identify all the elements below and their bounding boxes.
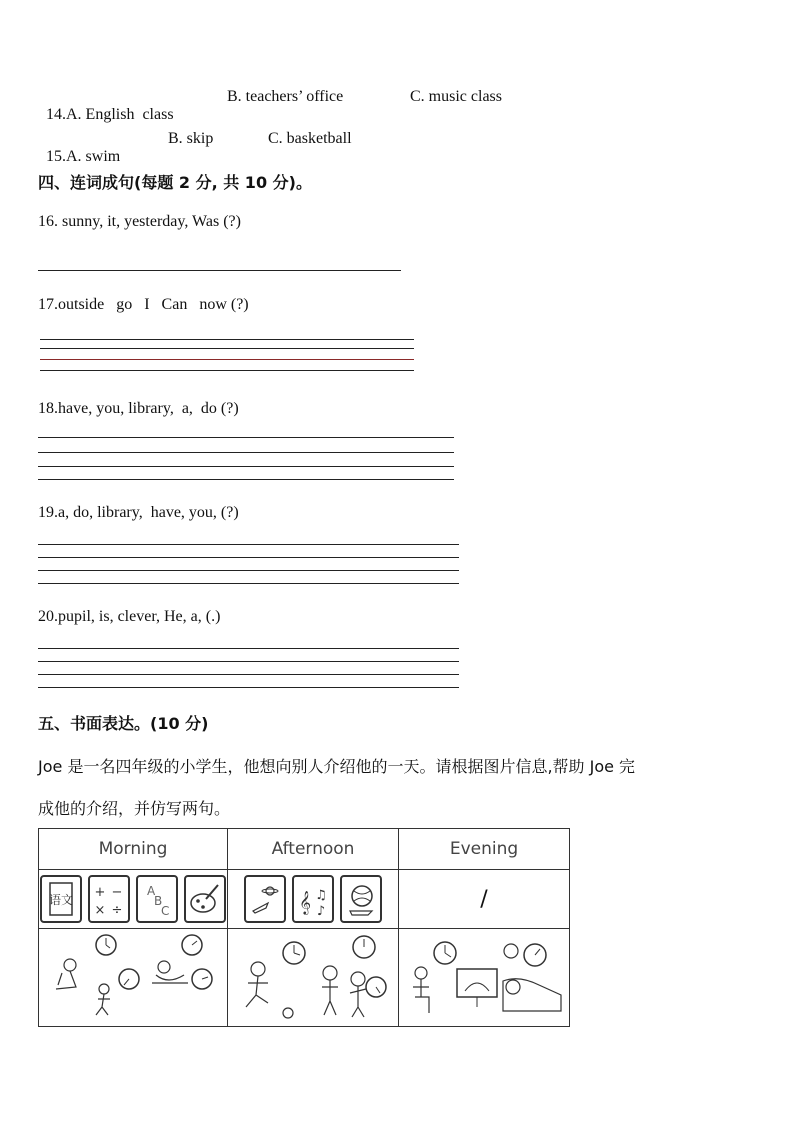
answer-line[interactable]: [40, 359, 414, 360]
answer-line[interactable]: [40, 339, 414, 340]
answer-line[interactable]: [38, 674, 459, 675]
question-18: 18.have, you, library, a, do (?): [38, 400, 239, 417]
question-15-option-a: A. swim: [66, 148, 121, 165]
question-14-option-c: C. music class: [410, 88, 502, 105]
svg-text:−: −: [111, 885, 123, 900]
evening-subject-mark: /: [399, 870, 570, 929]
question-20: 20.pupil, is, clever, He, a, (.): [38, 608, 221, 625]
answer-line[interactable]: [38, 544, 459, 545]
answer-line[interactable]: [38, 687, 459, 688]
svg-text:𝄞: 𝄞: [299, 890, 311, 914]
question-15-number: 15.: [46, 148, 66, 165]
question-17: 17.outside go I Can now (?): [38, 296, 249, 313]
abc-letters-icon: [136, 875, 178, 923]
section-4-title: 四、连词成句(每题 2 分, 共 10 分)。: [38, 173, 312, 192]
svg-text:÷: ÷: [111, 903, 123, 918]
science-rocket-icon: [244, 875, 286, 923]
header-morning: Morning: [39, 829, 228, 870]
answer-line[interactable]: [38, 648, 459, 649]
music-notes-icon: [292, 875, 334, 923]
question-15-option-b: B. skip: [168, 130, 214, 147]
question-16: 16. sunny, it, yesterday, Was (?): [38, 213, 241, 230]
chinese-book-icon: [40, 875, 82, 923]
svg-text:♫: ♫: [315, 888, 327, 903]
answer-line[interactable]: [38, 557, 459, 558]
answer-line[interactable]: [38, 479, 454, 480]
answer-line[interactable]: [38, 452, 454, 453]
question-14: [38, 88, 174, 124]
art-palette-icon: [184, 875, 226, 923]
morning-scene-illustration: [48, 929, 218, 1021]
header-evening: Evening: [399, 829, 570, 870]
afternoon-scene-illustration: [228, 929, 398, 1021]
question-19: 19.a, do, library, have, you, (?): [38, 504, 239, 521]
answer-line[interactable]: [38, 270, 401, 271]
answer-line[interactable]: [38, 583, 459, 584]
question-14-option-a: A. English class: [66, 106, 174, 123]
morning-subject-icons: [39, 870, 228, 929]
svg-text:C: C: [161, 904, 170, 918]
header-afternoon: Afternoon: [228, 829, 399, 870]
svg-text:语文: 语文: [48, 893, 74, 907]
math-symbols-icon: [88, 875, 130, 923]
daily-schedule-picture-table: [38, 828, 570, 1027]
question-14-number: 14.: [46, 106, 66, 123]
question-15-option-c: C. basketball: [268, 130, 352, 147]
question-15: [38, 130, 120, 166]
section-5-intro-line-1: Joe 是一名四年级的小学生，他想向别人介绍他的一天。请根据图片信息,帮助 Joe 完: [38, 757, 636, 776]
svg-text:×: ×: [94, 903, 106, 918]
svg-text:♪: ♪: [316, 904, 326, 919]
svg-text:A: A: [147, 884, 156, 898]
afternoon-subject-icons: [228, 870, 399, 929]
afternoon-scene-drawing: [228, 929, 399, 1027]
answer-line[interactable]: [38, 661, 459, 662]
sports-ball-icon: [340, 875, 382, 923]
evening-scene-illustration: [399, 929, 569, 1021]
evening-scene-drawing: [399, 929, 570, 1027]
answer-line[interactable]: [40, 348, 414, 349]
answer-line[interactable]: [40, 370, 414, 371]
svg-text:+: +: [94, 885, 106, 900]
section-5-title: 五、书面表达。(10 分): [38, 714, 209, 733]
question-14-option-b: B. teachers’ office: [227, 88, 344, 105]
answer-line[interactable]: [38, 570, 459, 571]
svg-text:B: B: [154, 894, 163, 908]
answer-line[interactable]: [38, 437, 454, 438]
answer-line[interactable]: [38, 466, 454, 467]
section-5-intro-line-2: 成他的介绍，并仿写两句。: [38, 799, 231, 818]
morning-scene-drawing: [39, 929, 228, 1027]
